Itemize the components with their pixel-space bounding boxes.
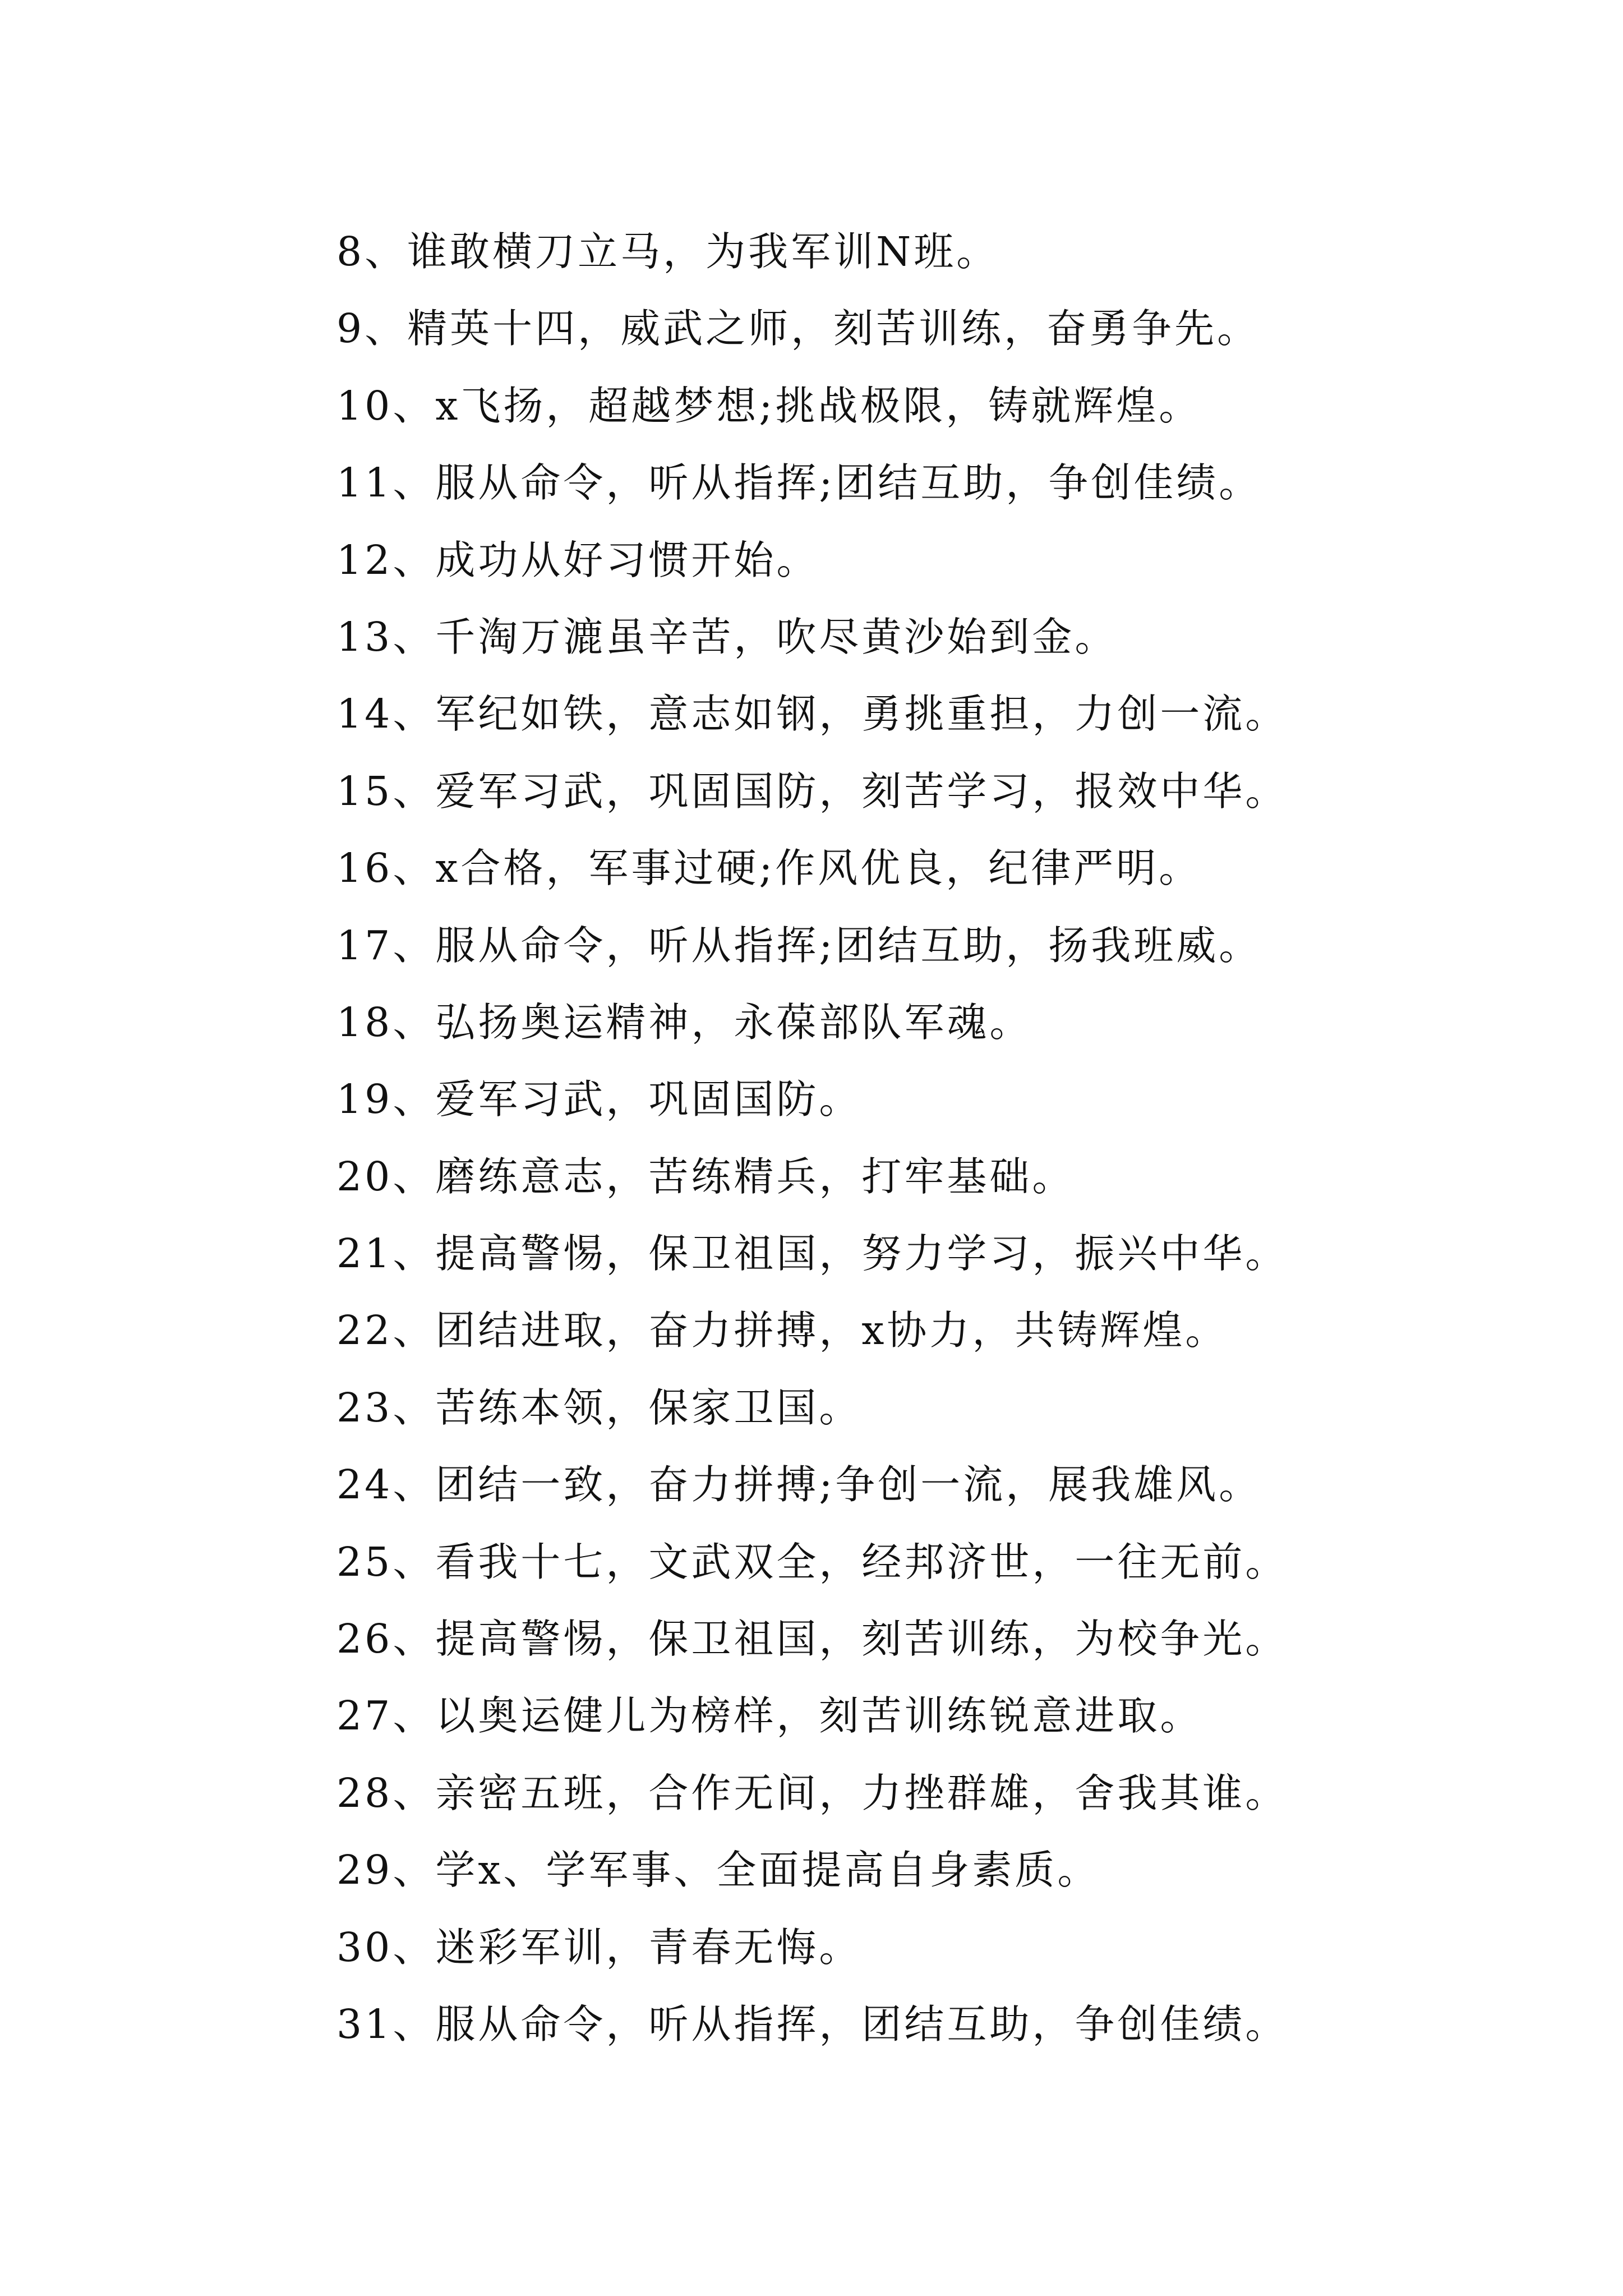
list-item: 16、x合格，军事过硬;作风优良，纪律严明。 <box>336 845 1202 892</box>
list-item: 17、服从命令，听从指挥;团结互助，扬我班威。 <box>336 922 1262 969</box>
list-item: 11、服从命令，听从指挥;团结互助，争创佳绩。 <box>336 459 1262 507</box>
list-item: 15、爱军习武，巩固国防，刻苦学习，报效中华。 <box>336 767 1288 815</box>
list-item: 18、弘扬奥运精神，永葆部队军魂。 <box>336 999 1032 1046</box>
list-item: 31、服从命令，听从指挥，团结互助，争创佳绩。 <box>336 2000 1288 2047</box>
slogan-list <box>336 213 1581 2063</box>
list-item: 10、x飞扬，超越梦想;挑战极限，铸就辉煌。 <box>336 382 1202 429</box>
list-item: 27、以奥运健儿为榜样，刻苦训练锐意进取。 <box>336 1692 1203 1740</box>
list-item: 12、成功从好习惯开始。 <box>336 536 819 583</box>
list-item: 9、精英十四，威武之师，刻苦训练，奋勇争先。 <box>336 305 1260 352</box>
list-item: 24、团结一致，奋力拼搏;争创一流，展我雄风。 <box>336 1461 1262 1508</box>
list-item: 19、爱军习武，巩固国防。 <box>336 1076 862 1123</box>
list-item: 21、提高警惕，保卫祖国，努力学习，振兴中华。 <box>336 1230 1288 1277</box>
list-item: 22、团结进取，奋力拼搏，x协力，共铸辉煌。 <box>336 1307 1228 1354</box>
list-item: 29、学x、学军事、全面提高自身素质。 <box>336 1847 1100 1894</box>
list-item: 23、苦练本领，保家卫国。 <box>336 1384 862 1431</box>
list-item: 8、谁敢横刀立马，为我军训N班。 <box>336 228 999 275</box>
list-item: 13、千淘万漉虽辛苦，吹尽黄沙始到金。 <box>336 613 1118 660</box>
list-item: 30、迷彩军训，青春无悔。 <box>336 1924 862 1971</box>
list-item: 28、亲密五班，合作无间，力挫群雄，舍我其谁。 <box>336 1769 1288 1816</box>
list-item: 25、看我十七，文武双全，经邦济世，一往无前。 <box>336 1538 1288 1585</box>
list-item: 26、提高警惕，保卫祖国，刻苦训练，为校争光。 <box>336 1616 1288 1663</box>
list-item: 14、军纪如铁，意志如钢，勇挑重担，力创一流。 <box>336 691 1288 738</box>
list-item: 20、磨练意志，苦练精兵，打牢基础。 <box>336 1153 1075 1200</box>
